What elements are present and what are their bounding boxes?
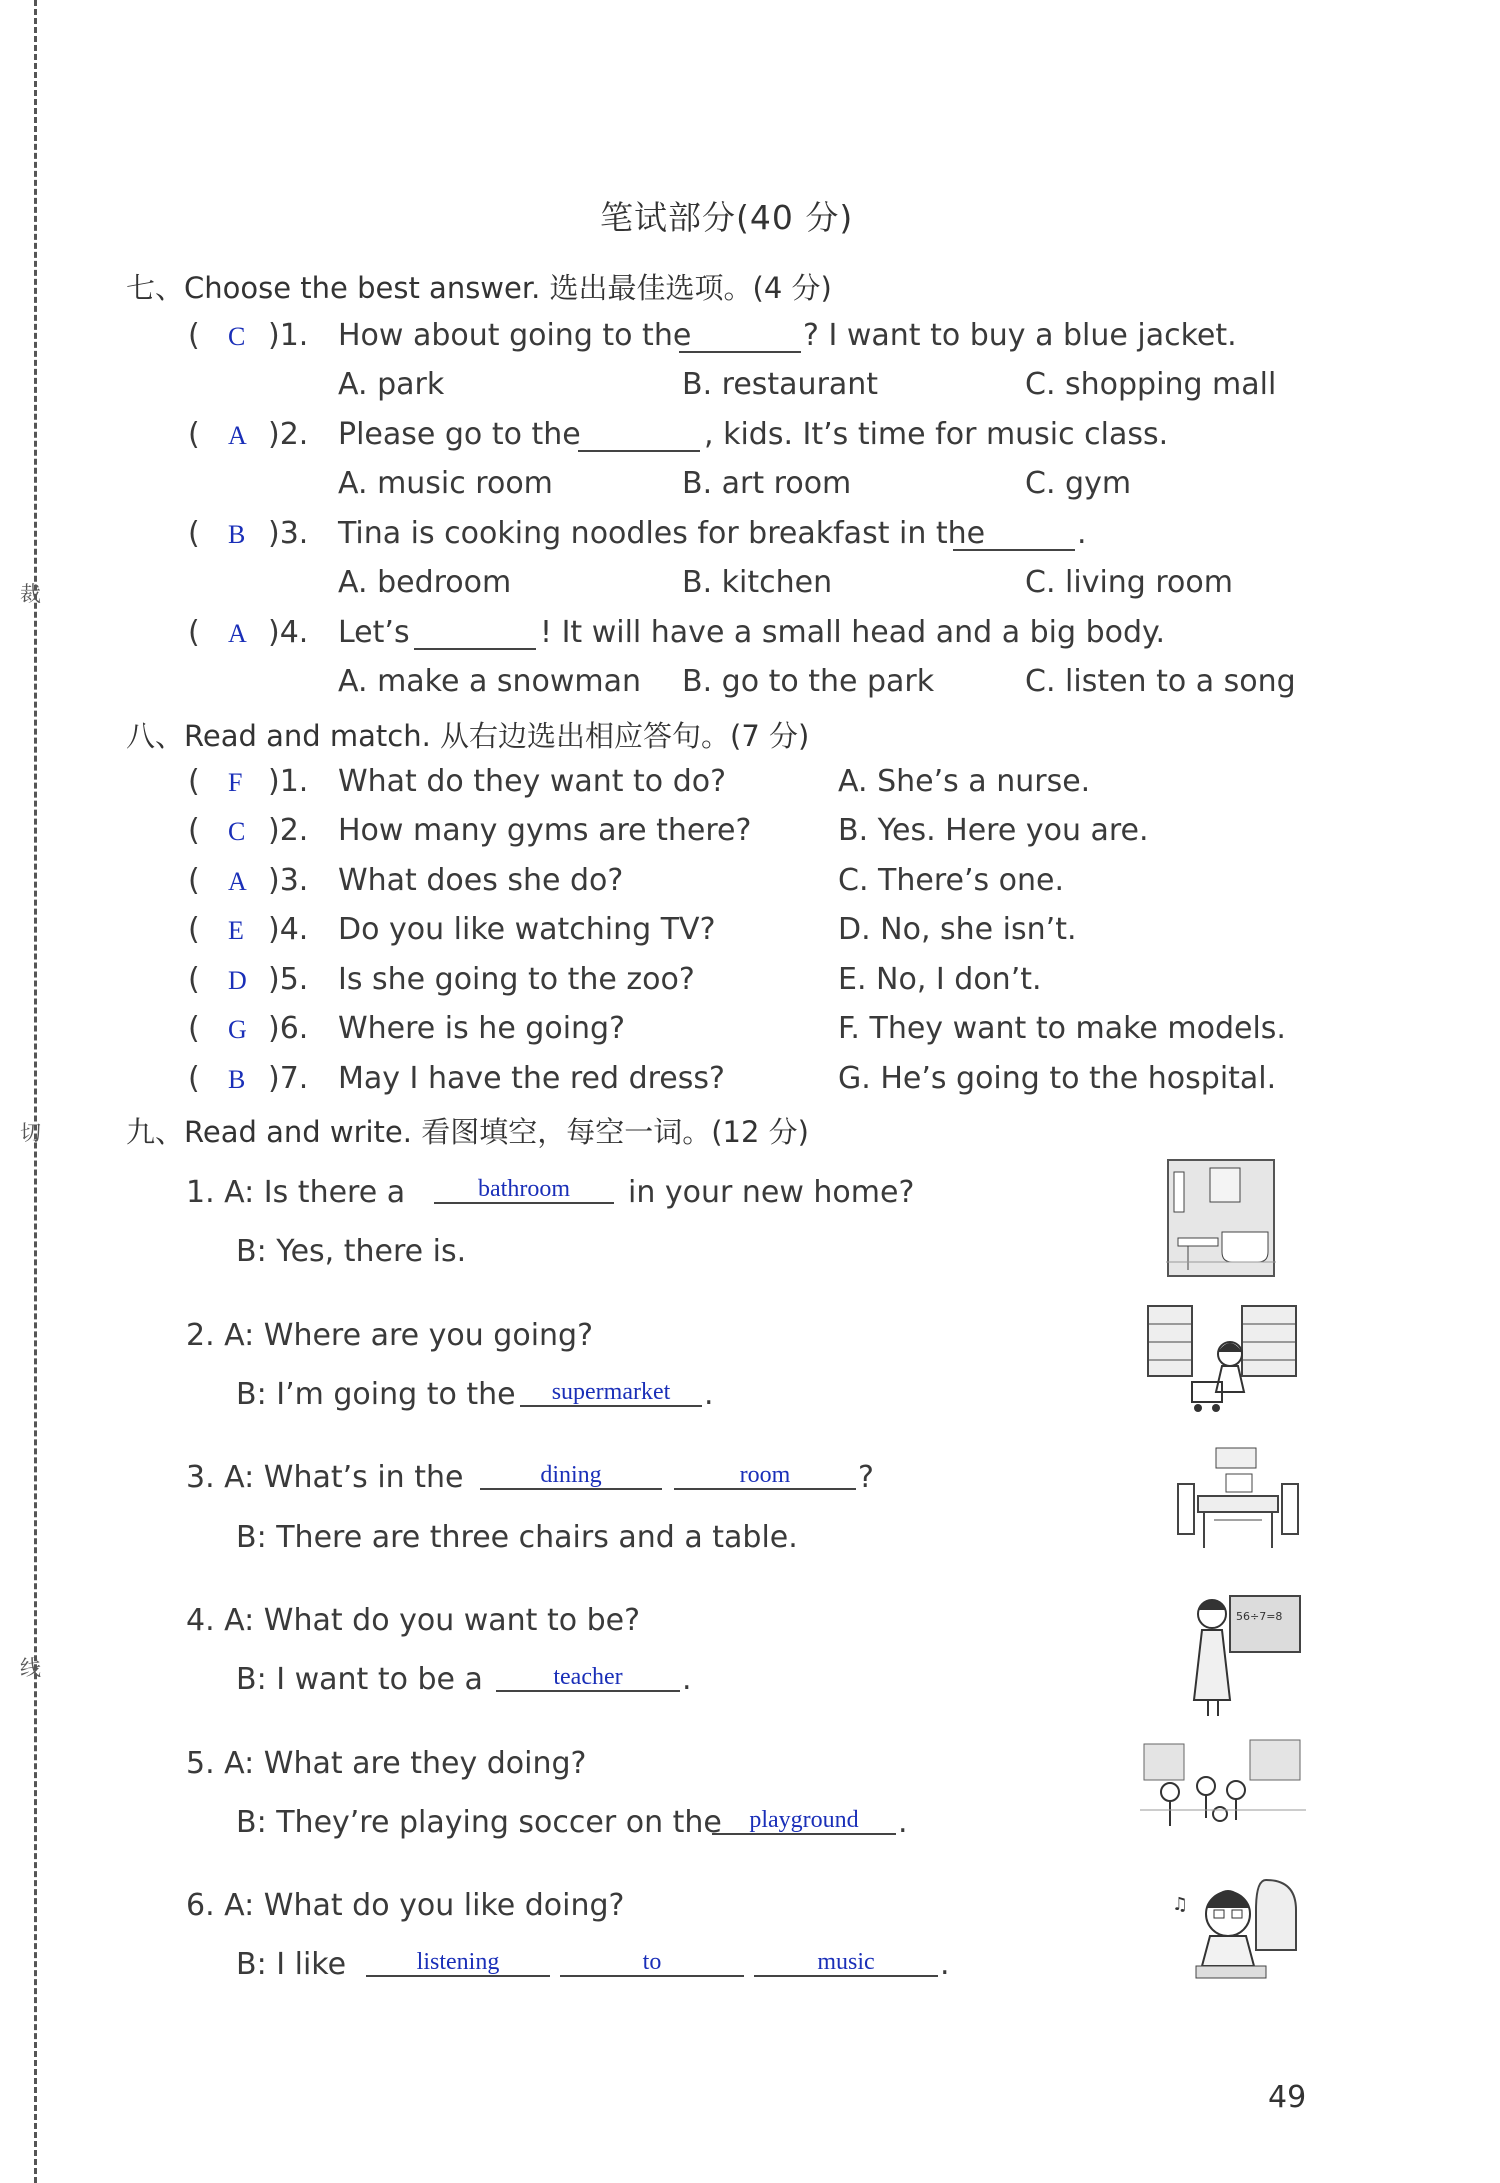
- dialog-a: 6. A: What do you like doing?: [186, 1888, 625, 1923]
- match-question: What does she do?: [338, 863, 624, 898]
- playground-picture: [1140, 1734, 1306, 1844]
- page-title: 笔试部分(40 分): [600, 198, 854, 237]
- option-c: C. listen to a song: [1025, 664, 1296, 699]
- match-option: C. There’s one.: [838, 863, 1065, 898]
- dialog-b-suffix: .: [898, 1805, 908, 1840]
- match-option: E. No, I don’t.: [838, 962, 1042, 997]
- option-b: B. kitchen: [682, 565, 833, 600]
- option-b: B. restaurant: [682, 367, 879, 402]
- dialog-b-suffix: .: [682, 1662, 692, 1697]
- match-question: Where is he going?: [338, 1011, 626, 1046]
- match-question: Is she going to the zoo?: [338, 962, 695, 997]
- question-number: )1.: [268, 764, 309, 799]
- board-text: 56÷7=8: [1236, 1610, 1283, 1623]
- question-number: )3.: [268, 516, 309, 551]
- paren-open: (: [188, 318, 200, 353]
- answer-mark: A: [228, 619, 247, 648]
- match-question: May I have the red dress?: [338, 1061, 725, 1096]
- question-stem: Please go to the: [338, 417, 581, 452]
- match-question: Do you like watching TV?: [338, 912, 716, 947]
- question-stem: Let’s: [338, 615, 410, 650]
- dialog-a: 5. A: What are they doing?: [186, 1746, 587, 1781]
- cut-mark-qie: 切: [20, 1121, 41, 1145]
- question-number: )1.: [268, 318, 309, 353]
- answer-mark: C: [228, 817, 246, 846]
- option-a: A. music room: [338, 466, 553, 501]
- answer-fill: teacher: [496, 1664, 680, 1692]
- music-note-icon: ♫: [1172, 1894, 1189, 1915]
- option-b: B. art room: [682, 466, 852, 501]
- dialog-a-suffix: ?: [858, 1460, 874, 1495]
- page-number: 49: [1268, 2080, 1307, 2115]
- supermarket-picture: [1144, 1302, 1300, 1420]
- paren-open: (: [188, 813, 200, 848]
- match-option: D. No, she isn’t.: [838, 912, 1077, 947]
- answer-blank: [679, 351, 801, 353]
- answer-fill: room: [674, 1462, 856, 1490]
- paren-open: (: [188, 1011, 200, 1046]
- answer-mark: D: [228, 966, 247, 995]
- dialog-b-prefix: B: They’re playing soccer on the: [236, 1805, 722, 1840]
- section7-heading: 七、Choose the best answer. 选出最佳选项。(4 分): [126, 271, 832, 305]
- dialog-b: B: There are three chairs and a table.: [236, 1520, 798, 1555]
- answer-fill: supermarket: [520, 1379, 702, 1407]
- answer-mark: F: [228, 768, 243, 797]
- dialog-b-prefix: B: I like: [236, 1947, 347, 1982]
- question-number: )4.: [268, 912, 309, 947]
- option-c: C. living room: [1025, 565, 1233, 600]
- dialog-a: 2. A: Where are you going?: [186, 1318, 594, 1353]
- dialog-a-prefix: 1. A: Is there a: [186, 1175, 406, 1210]
- teacher-picture: [1180, 1590, 1304, 1720]
- paren-open: (: [188, 863, 200, 898]
- option-c: C. gym: [1025, 466, 1132, 501]
- answer-mark: B: [228, 1065, 246, 1094]
- answer-blank: [414, 648, 536, 650]
- question-number: )4.: [268, 615, 309, 650]
- answer-mark: E: [228, 916, 244, 945]
- answer-mark: A: [228, 421, 247, 450]
- answer-fill: dining: [480, 1462, 662, 1490]
- paren-open: (: [188, 615, 200, 650]
- dialog-a-suffix: in your new home?: [628, 1175, 915, 1210]
- option-a: A. park: [338, 367, 445, 402]
- paren-open: (: [188, 417, 200, 452]
- match-option: F. They want to make models.: [838, 1011, 1286, 1046]
- option-a: A. make a snowman: [338, 664, 642, 699]
- option-a: A. bedroom: [338, 565, 512, 600]
- dialog-a-prefix: 3. A: What’s in the: [186, 1460, 464, 1495]
- question-number: )6.: [268, 1011, 309, 1046]
- question-stem-end: ? I want to buy a blue jacket.: [803, 318, 1237, 353]
- cut-line: [34, 0, 37, 2183]
- question-number: )2.: [268, 813, 309, 848]
- dialog-b: B: Yes, there is.: [236, 1234, 467, 1269]
- section9-heading: 九、Read and write. 看图填空，每空一词。(12 分): [126, 1115, 809, 1149]
- answer-mark: B: [228, 520, 246, 549]
- listening-music-picture: [1166, 1870, 1306, 1982]
- answer-blank: [578, 450, 700, 452]
- paren-open: (: [188, 1061, 200, 1096]
- answer-fill: bathroom: [434, 1176, 614, 1204]
- dialog-b-suffix: .: [704, 1377, 714, 1412]
- match-option: G. He’s going to the hospital.: [838, 1061, 1277, 1096]
- dialog-a: 4. A: What do you want to be?: [186, 1603, 641, 1638]
- paren-open: (: [188, 912, 200, 947]
- section8-heading: 八、Read and match. 从右边选出相应答句。(7 分): [126, 719, 810, 753]
- paren-open: (: [188, 764, 200, 799]
- dialog-b-suffix: .: [940, 1947, 950, 1982]
- paren-open: (: [188, 962, 200, 997]
- answer-fill: listening: [366, 1949, 550, 1977]
- question-stem-end: , kids. It’s time for music class.: [704, 417, 1169, 452]
- answer-fill: music: [754, 1949, 938, 1977]
- answer-fill: to: [560, 1949, 744, 1977]
- match-option: A. She’s a nurse.: [838, 764, 1091, 799]
- question-number: )3.: [268, 863, 309, 898]
- answer-mark: G: [228, 1015, 247, 1044]
- match-option: B. Yes. Here you are.: [838, 813, 1149, 848]
- question-number: )2.: [268, 417, 309, 452]
- question-number: )7.: [268, 1061, 309, 1096]
- answer-fill: playground: [712, 1807, 896, 1835]
- question-stem-end: .: [1077, 516, 1087, 551]
- question-number: )5.: [268, 962, 309, 997]
- dialog-b-prefix: B: I’m going to the: [236, 1377, 516, 1412]
- cut-mark-cai: 裁: [20, 582, 41, 606]
- option-b: B. go to the park: [682, 664, 935, 699]
- option-c: C. shopping mall: [1025, 367, 1277, 402]
- answer-mark: C: [228, 322, 246, 351]
- match-question: How many gyms are there?: [338, 813, 752, 848]
- answer-blank: [953, 549, 1075, 551]
- bathroom-picture: [1166, 1158, 1276, 1278]
- question-stem-end: ! It will have a small head and a big body.: [540, 615, 1166, 650]
- dialog-b-prefix: B: I want to be a: [236, 1662, 483, 1697]
- match-question: What do they want to do?: [338, 764, 727, 799]
- question-stem: Tina is cooking noodles for breakfast in the: [338, 516, 986, 551]
- question-stem: How about going to the: [338, 318, 692, 353]
- cut-mark-xian: 线: [20, 1656, 41, 1680]
- paren-open: (: [188, 516, 200, 551]
- answer-mark: A: [228, 867, 247, 896]
- dining-room-picture: [1174, 1444, 1304, 1554]
